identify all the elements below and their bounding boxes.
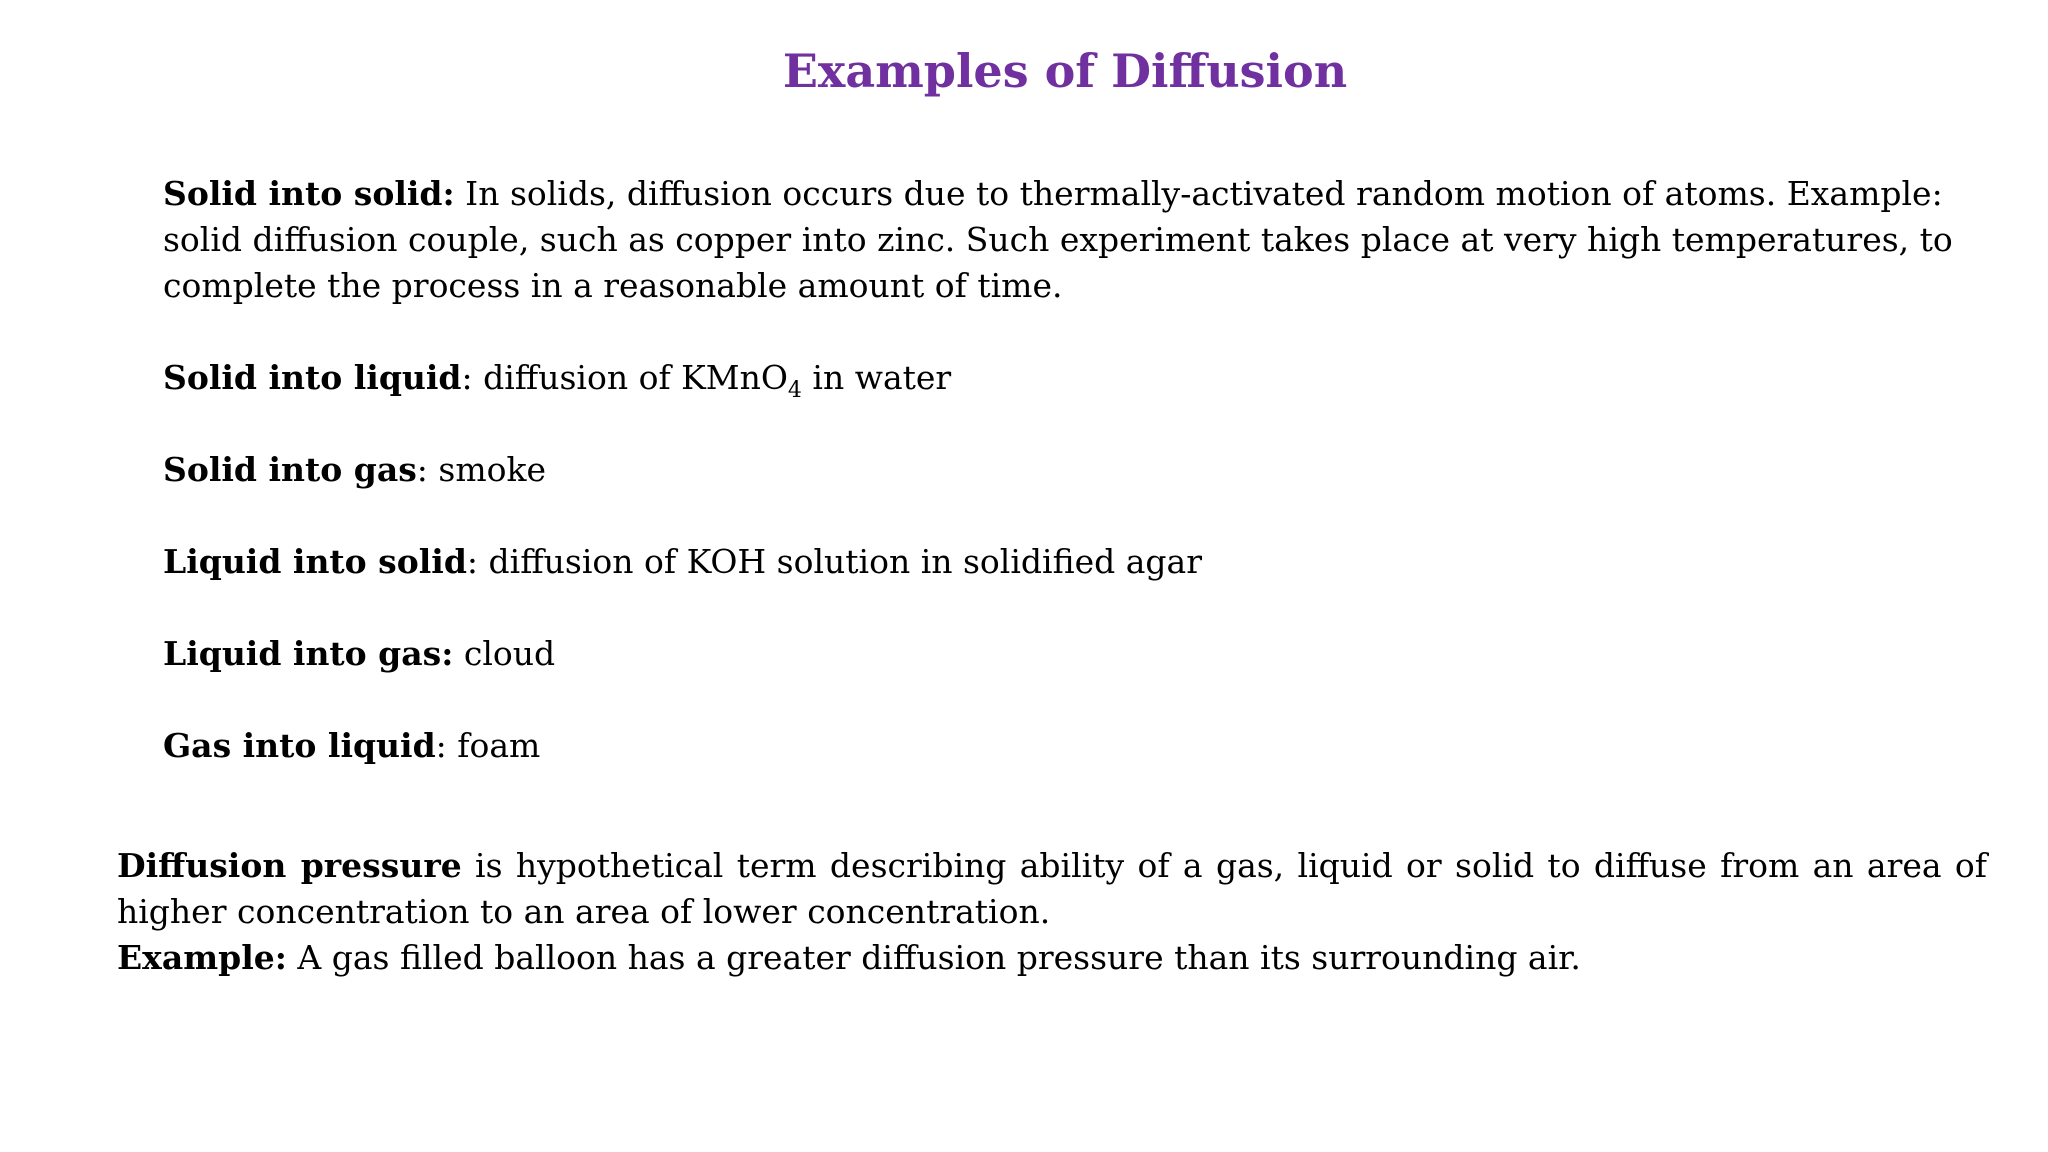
example-label: Example: [117, 938, 287, 977]
example-text: : diffusion of KOH solution in solidified agar [466, 542, 1202, 581]
example-term: Solid into solid: [163, 174, 455, 213]
spacer [163, 309, 1993, 355]
example-solid-into-gas [163, 447, 1993, 493]
example-term: Solid into gas [163, 450, 417, 489]
diffusion-pressure-section [117, 843, 1987, 981]
example-text: : smoke [416, 450, 547, 489]
example-term: Solid into liquid [163, 358, 462, 397]
page-title: Examples of Diffusion [782, 44, 1348, 98]
example-text: In solids, diffusion occurs due to thermally-activated random motion of atoms. Example: solid diffusion couple, such as copper into zinc. Such experiment takes place at very high temperatures, to complete the process in a reasonable amount of time. [163, 174, 1953, 305]
spacer [163, 677, 1993, 723]
example-term: Liquid into solid [163, 542, 467, 581]
spacer [163, 493, 1993, 539]
example-liquid-into-gas [163, 631, 1993, 677]
example-text: : diffusion of KMnO [461, 358, 788, 397]
diffusion-pressure-example [117, 935, 1987, 981]
example-text: cloud [453, 634, 556, 673]
examples-list [163, 171, 1993, 769]
example-liquid-into-solid [163, 539, 1993, 585]
diffusion-pressure-definition [117, 843, 1987, 935]
example-gas-into-liquid [163, 723, 1993, 769]
definition-term: Diffusion pressure [117, 846, 462, 885]
example-solid-into-solid [163, 171, 1993, 309]
spacer [163, 401, 1993, 447]
definition-text: is hypothetical term describing ability of a gas, liquid or solid to diffuse from an area of higher concentration to an area of lower concentration. [117, 846, 1988, 931]
example-text: : foam [435, 726, 541, 765]
spacer [163, 585, 1993, 631]
example-subscript: 4 [787, 378, 802, 403]
example-solid-into-liquid [163, 355, 1993, 401]
example-text-after: in water [801, 358, 952, 397]
example-term: Liquid into gas: [163, 634, 454, 673]
example-term: Gas into liquid [163, 726, 436, 765]
example-text: A gas filled balloon has a greater diffusion pressure than its surrounding air. [286, 938, 1581, 977]
